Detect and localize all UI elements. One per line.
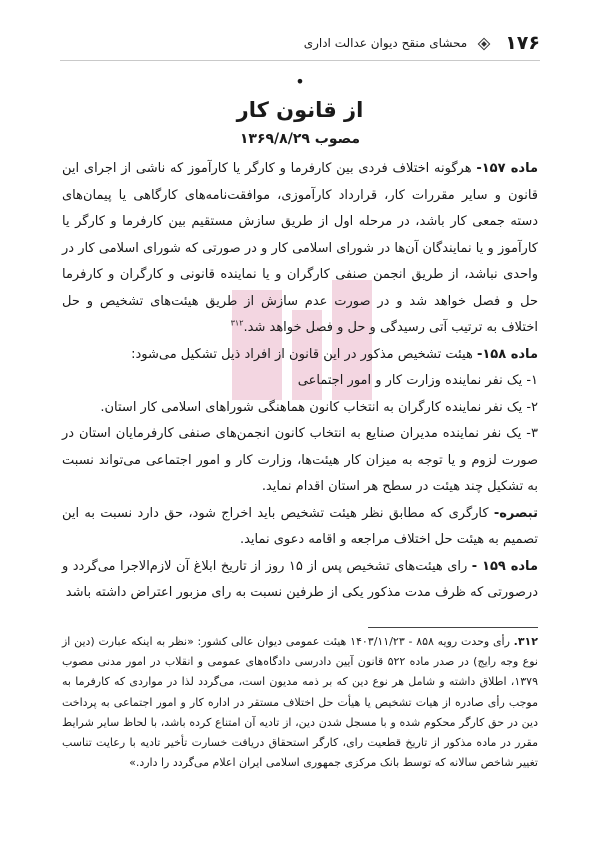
footnote-number: ۳۱۲. [513, 635, 538, 648]
article-label: ماده ۱۵۷- [476, 161, 538, 176]
article-157 [62, 156, 538, 342]
running-title: محشای منقح دیوان عدالت اداری [303, 36, 468, 50]
article-label: ماده ۱۵۸- [476, 346, 538, 362]
list-item: ۱- یک نفر نماینده وزارت کار و امور اجتماعی [297, 373, 538, 388]
article-text: رای هیئت‌های تشخیص پس از ۱۵ روز از تاریخ ابلاغ آن لازم‌الاجرا می‌گردد و درصورتی که ظرف مدت مذکور یکی از طرفین نسبت به رای مزبور اعتراض داشته باشد [62, 558, 538, 600]
footnote [62, 632, 538, 773]
list-item: ۲- یک نفر نماینده کارگران به انتخاب کانون هماهنگی شوراهای اسلامی کار استان. [100, 399, 538, 415]
section-bullet: • [295, 72, 305, 91]
article-label: ماده ۱۵۹ - [471, 558, 538, 574]
list-item: ۳- یک نفر نماینده مدیران صنایع به انتخاب کانون انجمن‌های صنفی کارفرمایان استان در صورت لزوم و یا توجه به میزان کار هیئت‌ها، وزارت کار و امور اجتماعی می‌تواند نسبت به تشکیل چند هیئت در سطح هر استان اقدام نماید. [62, 426, 538, 494]
section-subtitle: مصوب ۱۳۶۹/۸/۲۹ [239, 131, 361, 147]
article-text: هیئت تشخیص مذکور در این قانون از افراد ذیل تشکیل می‌شود: [131, 346, 477, 362]
article-158 [62, 342, 538, 369]
footnote-reference[interactable]: ۳۱۲ [230, 318, 244, 328]
page-header [60, 26, 540, 61]
main-text [62, 72, 538, 607]
page-number: ۱۷۶ [505, 32, 540, 54]
note-text: کارگری که مطابق نظر هیئت تشخیص باید اخراج شود، حق دارد نسبت به این تصمیم به هیئت حل اختلاف مراجعه و اقامه دعوی نماید. [62, 505, 538, 547]
footnote-divider [368, 627, 538, 628]
note-paragraph [62, 501, 538, 554]
article-159 [62, 554, 538, 607]
diamond-ornament-icon [477, 36, 491, 50]
article-text: هرگونه اختلاف فردی بین کارفرما و کارگر یا کارآموز که ناشی از اجرای این قانون و سایر مقررات کار، قرارداد کارآموزی، موافقت‌نامه‌های کارگاهی یا پیمان‌های دسته جمعی کار باشد، در مرحله اول از طریق سازش مستقیم بین کارفرما و کارگر یا کارآموز و یا نمایندگان آن‌ها در شورای اسلامی کار و در صورتی که شورای اسلامی کار در واحدی نباشد، از طریق انجمن صنفی کارگران و یا نماینده قانونی و کارگران و کارفرما حل و فصل خواهد شد و در صورت عدم سازش از طریق هیئت‌های تشخیص و حل اختلاف به ترتیب آتی رسیدگی و حل و فصل خواهد شد. [62, 161, 538, 335]
note-label: تبصره- [493, 505, 538, 521]
section-title: از قانون کار [236, 98, 364, 122]
footnote-text: رأی وحدت رویه ۸۵۸ - ۱۴۰۳/۱۱/۲۳ هیئت عمومی دیوان عالی کشور: «نظر به اینکه عبارت (دین از نوع وجه رایج) در صدر ماده ۵۲۲ قانون آیین دادرسی دادگاه‌های عمومی و انقلاب در امور مدنی مصوب ۱۳۷۹، اطلاق داشته و شامل هر نوع دین که بر ذمه مدیون است، می‌گردد لذا در مواردی که کارفرما به موجب رأی صادره از هیات تشخیص یا هیأت حل اختلاف مستقر در اداره کار و امور اجتماعی به پرداخت دین در حق کارگر محکوم شده و با مسجل شدن دین، از تادیه آن امتناع کرده باشد، با لحاظ سایر شرایط مقرر در ماده مذکور از تاریخ قطعیت رای، کارگر استحقاق دریافت خسارت تأخیر تادیه با رعایت تناسب تغییر شاخص سالانه که توسط بانک مرکزی جمهوری اسلامی ایران اعلام می‌گردد را دارد.» [62, 635, 538, 770]
